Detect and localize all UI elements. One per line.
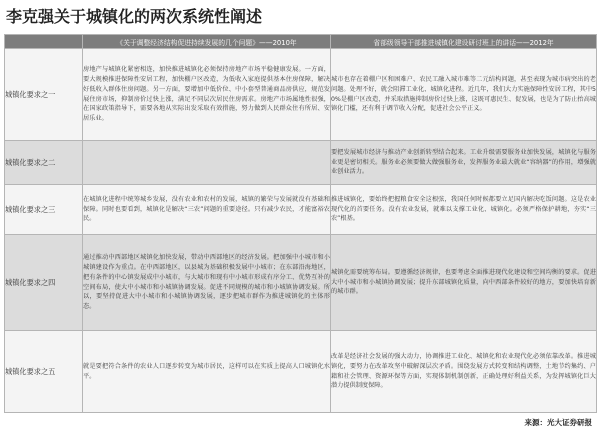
header-2010: 《关于调整经济结构促进持续发展的几个问题》——2010年 bbox=[83, 35, 331, 49]
cell-2012: 推进城镇化，要始终把握粮食安全这根弦，我国任何时候都要立足国内解决吃饭问题。这是农业现代化的首要任务。没有农业发展，就难以支撑工业化、城镇化。必须严格保护耕地，夯实“三农”根基。 bbox=[331, 185, 597, 235]
table-row bbox=[5, 331, 597, 413]
comparison-table bbox=[4, 34, 597, 413]
cell-2012: 要把发展城市经济与推动产业创新转型结合起来。工业升级需要服务业加快发展，城镇化与服务业更是密切相关。服务业必须要做大做强服务业，发挥服务业最大就业“容纳器”的作用，增强就业创业活力。 bbox=[331, 141, 597, 185]
cell-2010: 通过推动中西部地区城镇化加快发展，带动中西部地区的经济发展。把加强中小城市和小城镇建设作为重点。在中西部地区，以县城为基础积极发展中小城市；在东部沿海地区，把有条件的中心镇发展成中小城市，与大城市和现有中小城市形成有序分工、优势互补的空间布局，使大中小城市和小城镇协调发展。促进不同规模的城市和小城镇协调发展。所以，要坚持促进大中小城市和小城镇协调发展，逐步把城市群作为推进城镇化的主体形态。 bbox=[83, 235, 331, 331]
table-row bbox=[5, 235, 597, 331]
page-title: 李克强关于城镇化的两次系统性阐述 bbox=[6, 7, 263, 26]
table-row bbox=[5, 49, 597, 141]
cell-2010: 房地产与城镇化紧密相连，加快推进城镇化必须保持房地产市场平稳健康发展。一方面，要大规模推进保障性安居工程，加快棚户区改造，为低收入家庭提供基本住房保障，解决好低收入群体住房问题。另一方面，要增加中低价位、中小套型普通商品房供应，规范发展住房市场，抑制房价过快上涨，满足不同层次居民住房需求。房地产市场属地性很强，在国家政策指导下，需要各地从实际出发采取有效措施，努力做到人民群众住有所居、安居乐业。 bbox=[83, 49, 331, 141]
header-blank bbox=[5, 35, 83, 49]
source-note: 来源：光大证券研报 bbox=[524, 418, 592, 427]
cell-2010: 在城镇化进程中统筹城乡发展，没有农业和农村的发展，城镇的繁荣与发展就没有基础和保障。同时也要看到，城镇化是解决“三农”问题的重要途径。只有减少农民，才能富裕农民。 bbox=[83, 185, 331, 235]
table-row bbox=[5, 141, 597, 185]
cell-2012: 改革是经济社会发展的强大动力，协调推进工业化、城镇化和农业现代化必须依靠改革。推进城镇化，要努力在改革攻坚中破解深层次矛盾。围绕发展方式转变和结构调整，土地节约集约、户籍和社会管理、资源环保等方面，实现体制机制创新，正确处理好利益关系，为发挥城镇化巨大潜力提供制度保障。 bbox=[331, 331, 597, 413]
cell-2012: 城镇化需要统筹布局。要遵循经济规律，也要考虑全面推进现代化建设和空间均衡的要求。促进大中小城市和小城镇协调发展；提升东部城镇化质量，向中西部条件较好的地方，要加快培育新的城市群。 bbox=[331, 235, 597, 331]
cell-2012: 城市也存在着棚户区和困难户、农民工融入城市难等二元结构问题，甚至表现为城市病突出的老问题。处理不好，就会阻滞工业化、城镇化进程。近几年，我们大力实施保障性安居工程，其中50%是棚户区改造，并采取措施抑制房价过快上涨，这既可惠民生、促发展，也是为了防止抬高城镇化门槛，还有利于调节收入分配，促进社会公平正义。 bbox=[331, 49, 597, 141]
cell-2010 bbox=[83, 141, 331, 185]
row-label: 城镇化要求之一 bbox=[5, 49, 83, 141]
row-label: 城镇化要求之五 bbox=[5, 331, 83, 413]
row-label: 城镇化要求之三 bbox=[5, 185, 83, 235]
cell-2010: 就是要把符合条件的农业人口逐步转变为城市居民，这样可以在实质上提高人口城镇化水平。 bbox=[83, 331, 331, 413]
table-header-row bbox=[5, 35, 597, 49]
row-label: 城镇化要求之二 bbox=[5, 141, 83, 185]
header-2012: 省部级领导干部推进城镇化建设研讨班上的讲话——2012年 bbox=[331, 35, 597, 49]
row-label: 城镇化要求之四 bbox=[5, 235, 83, 331]
table-row bbox=[5, 185, 597, 235]
